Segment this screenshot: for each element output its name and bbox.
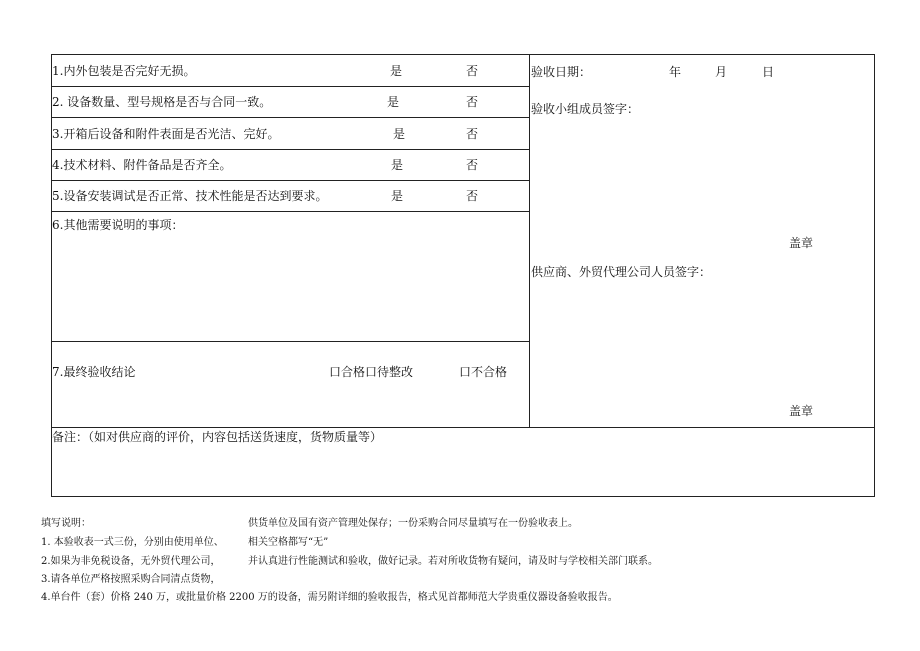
check-item-yes[interactable]: 是 [387, 95, 400, 109]
instruction-line: 1. 本验收表一式三份，分别由使用单位、 [41, 537, 224, 548]
instruction-line: 4.单台件（套）价格 240 万，或批量价格 2200 万的设备，需另附详细的验收报告，格式见首都师范大学贵重仪器设备验收报告。 [41, 592, 618, 603]
date-month: 月 [715, 65, 728, 79]
instruction-line: 供货单位及国有资产管理处保存；一份采购合同尽量填写在一份验收表上。 [248, 518, 578, 529]
fail-option[interactable]: 口不合格 [459, 365, 508, 379]
check-item-label: 4.技术材料、附件备品是否齐全。 [52, 158, 232, 172]
row-divider [52, 86, 529, 87]
check-item-yes[interactable]: 是 [393, 127, 406, 141]
check-item-label: 1.内外包装是否完好无损。 [52, 64, 196, 78]
column-divider [529, 55, 530, 427]
final-conclusion-label: 7.最终验收结论 [52, 365, 136, 379]
check-item-no[interactable]: 否 [466, 189, 479, 203]
remarks-divider [52, 427, 874, 428]
check-item-no[interactable]: 否 [466, 95, 479, 109]
other-matters-label: 6.其他需要说明的事项： [52, 218, 184, 232]
check-item-label: 2. 设备数量、型号规格是否与合同一致。 [52, 95, 272, 109]
acceptance-date-label: 验收日期： [531, 65, 592, 79]
row-divider [52, 211, 529, 212]
instruction-line: 3.请各单位严格按照采购合同清点货物， [41, 574, 221, 585]
check-item-no[interactable]: 否 [466, 127, 479, 141]
check-item-no[interactable]: 否 [466, 64, 479, 78]
check-item-label: 3.开箱后设备和附件表面是否光洁、完好。 [52, 127, 280, 141]
acceptance-form-table [51, 54, 875, 497]
row-divider [52, 117, 529, 118]
instructions-title: 填写说明： [41, 518, 91, 529]
check-item-yes[interactable]: 是 [390, 64, 403, 78]
seal-label: 盖章 [789, 404, 814, 418]
remarks-label: 备注：（如对供应商的评价，内容包括送货速度，货物质量等） [52, 430, 383, 444]
seal-label: 盖章 [789, 236, 814, 250]
check-item-label: 5.设备安装调试是否正常、技术性能是否达到要求。 [52, 189, 328, 203]
instruction-line: 2.如果为非免税设备，无外贸代理公司， [41, 556, 221, 567]
instruction-line: 并认真进行性能测试和验收，做好记录。若对所收货物有疑问，请及时与学校相关部门联系。 [248, 556, 658, 567]
date-year: 年 [669, 65, 682, 79]
row-divider [52, 180, 529, 181]
group-signature-label: 验收小组成员签字： [531, 102, 640, 116]
pass-rectify-options[interactable]: 口合格口待整改 [329, 365, 414, 379]
check-item-yes[interactable]: 是 [391, 158, 404, 172]
row-divider [52, 341, 529, 342]
check-item-yes[interactable]: 是 [391, 189, 404, 203]
supplier-signature-label: 供应商、外贸代理公司人员签字： [531, 265, 712, 279]
row-divider [52, 149, 529, 150]
check-item-no[interactable]: 否 [466, 158, 479, 172]
instruction-line: 相关空格都写“无” [248, 537, 329, 548]
date-day: 日 [762, 65, 775, 79]
